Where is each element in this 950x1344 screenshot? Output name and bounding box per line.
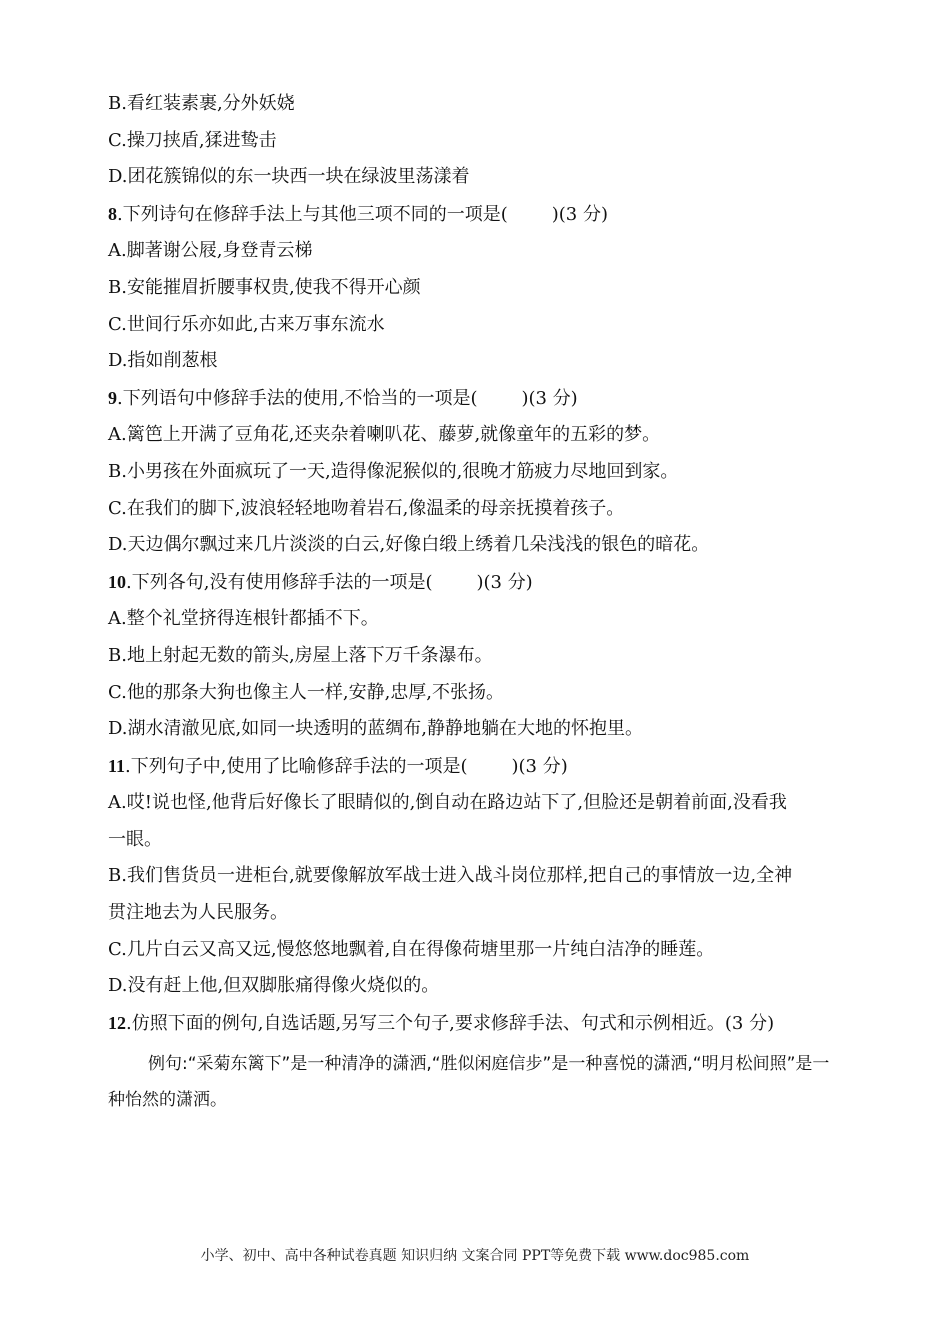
q8-option-b: B.安能摧眉折腰事权贵,使我不得开心颜 (108, 276, 421, 298)
q10-stem (108, 564, 843, 602)
q9-score: )(3 分) (521, 387, 578, 409)
q9-option-b: B.小男孩在外面疯玩了一天,造得像泥猴似的,很晚才筋疲力尽地回到家。 (108, 460, 679, 482)
q8-number: 8 (108, 203, 117, 224)
q8-option-d: D.指如削葱根 (108, 350, 218, 372)
q10-score: )(3 分) (476, 571, 533, 593)
q10-option-d: D.湖水清澈见底,如同一块透明的蓝绸布,静静地躺在大地的怀抱里。 (108, 718, 643, 740)
q10-number: 10 (108, 571, 126, 592)
q10-option-c: C.他的那条大狗也像主人一样,安静,忠厚,不张扬。 (108, 681, 505, 703)
q12-stem-text: .仿照下面的例句,自选话题,另写三个句子,要求修辞手法、句式和示例相近。(3 分) (126, 1012, 775, 1034)
q11-stem (108, 748, 843, 786)
q11-option-c: C.几片白云又高又远,慢悠悠地飘着,自在得像荷塘里那一片纯白洁净的睡莲。 (108, 938, 715, 960)
q10-option-a: A.整个礼堂挤得连根针都插不下。 (108, 608, 379, 630)
q11-stem-text: .下列句子中,使用了比喻修辞手法的一项是( (125, 755, 468, 777)
q11-score: )(3 分) (511, 755, 568, 777)
q8-stem (108, 196, 843, 234)
q9-number: 9 (108, 387, 117, 408)
page-footer: 小学、初中、高中各种试卷真题 知识归纳 文案合同 PPT等免费下载 www.doc985.com (200, 1248, 750, 1264)
q9-stem (108, 380, 843, 418)
q11-option-a-line2: 一眼。 (108, 828, 162, 850)
q10-stem-text: .下列各句,没有使用修辞手法的一项是( (126, 571, 433, 593)
q8-option-a: A.脚著谢公屐,身登青云梯 (108, 240, 313, 262)
q7-option-c: C.操刀挟盾,猱进鸷击 (108, 129, 277, 151)
q11-option-b-line1: B.我们售货员一进柜台,就要像解放军战士进入战斗岗位那样,把自己的事情放一边,全神 (108, 865, 793, 887)
q8-option-c: C.世间行乐亦如此,古来万事东流水 (108, 313, 385, 335)
q12-example: 例句:“采菊东篱下”是一种清净的潇洒,“胜似闲庭信步”是一种喜悦的潇洒,“明月松间照”是一种怡然的潇洒。 (108, 1054, 830, 1111)
q11-option-a-line1: A.哎!说也怪,他背后好像长了眼睛似的,倒自动在路边站下了,但脸还是朝着前面,没看我 (108, 792, 787, 814)
q11-option-d: D.没有赶上他,但双脚胀痛得像火烧似的。 (108, 975, 440, 997)
q12-stem (108, 1005, 843, 1043)
q11-option-b-line2: 贯注地去为人民服务。 (108, 902, 288, 924)
q9-stem-text: .下列语句中修辞手法的使用,不恰当的一项是( (117, 387, 478, 409)
q9-option-a: A.篱笆上开满了豆角花,还夹杂着喇叭花、藤萝,就像童年的五彩的梦。 (108, 424, 661, 446)
q9-option-c: C.在我们的脚下,波浪轻轻地吻着岩石,像温柔的母亲抚摸着孩子。 (108, 497, 625, 519)
q8-stem-text: .下列诗句在修辞手法上与其他三项不同的一项是( (117, 203, 508, 225)
q9-option-d: D.天边偶尔飘过来几片淡淡的白云,好像白缎上绣着几朵浅浅的银色的暗花。 (108, 534, 710, 556)
q11-number: 11 (108, 755, 126, 776)
q10-option-b: B.地上射起无数的箭头,房屋上落下万千条瀑布。 (108, 644, 493, 666)
q8-score: )(3 分) (551, 203, 608, 225)
question-list (108, 86, 843, 1118)
q7-option-b: B.看红装素裹,分外妖娆 (108, 93, 295, 114)
q12-number: 12 (108, 1012, 126, 1033)
q7-option-d: D.团花簇锦似的东一块西一块在绿波里荡漾着 (108, 166, 470, 188)
